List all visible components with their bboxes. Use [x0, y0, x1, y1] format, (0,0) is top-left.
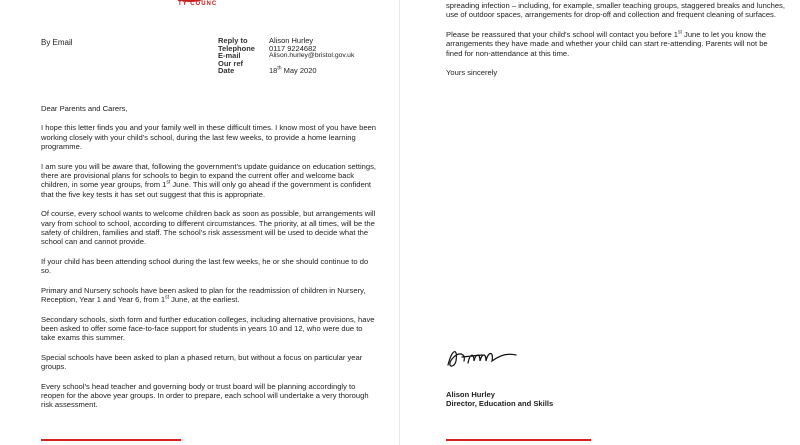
ref-value: 0117 9224682 [269, 43, 317, 53]
ref-label: Telephone [218, 43, 255, 53]
paragraph: Primary and Nursery schools have been asked to plan for the readmission of children in Nursery, Reception, Year 1 and Year 6, from 1st June, at the earliest. [41, 285, 366, 305]
reference-block [218, 37, 354, 75]
ref-row-date [218, 67, 354, 75]
ref-label: Our ref [218, 58, 244, 68]
ref-label: E-mail [218, 51, 241, 61]
logo-text: TY COUNC [178, 1, 218, 7]
signer-name: Alison Hurley [446, 390, 495, 399]
letter-body [41, 104, 377, 420]
footer-accent-line [446, 439, 591, 441]
ref-value-date: 18th May 2020 [269, 65, 317, 76]
ref-label: Date [218, 66, 235, 76]
signer-block [446, 390, 553, 409]
paragraph: I hope this letter finds you and your family well in these difficult times. I know most of you have been working closely with your child’s school, during the last few weeks, to provide a home learning programme. [41, 123, 376, 152]
paragraph: I am sure you will be aware that, following the government’s update guidance on education settings, there are provisional plans for schools to begin to expand the current offer and welcome back children, in some year groups, from 1st June. This will only go ahead if the government is confident that the five key tests it has set out suggest that this is appropriate. [41, 161, 377, 199]
paragraph: Secondary schools, sixth form and further education colleges, including alternative provisions, have been asked to offer some face-to-face support for students in years 10 and 12, who were due to take exams this summer. [41, 314, 375, 343]
paragraph: Every school’s head teacher and governing body or trust board will be planning accordingly to reopen for the above year groups. In order to prepare, each school will undertake a very thorough risk assessment. [41, 381, 369, 410]
delivery-method: By Email [41, 38, 73, 47]
closing: Yours sincerely [446, 68, 498, 78]
paragraph: Special schools have been asked to plan a phased return, but without a focus on particular year groups. [41, 352, 363, 372]
signer-title: Director, Education and Skills [446, 399, 554, 409]
ref-label: Reply to [218, 36, 248, 45]
salutation: Dear Parents and Carers, [41, 104, 128, 113]
letter-body-continued [446, 1, 786, 87]
letter-page-right [400, 0, 800, 445]
paragraph: Of course, every school wants to welcome children back as soon as possible, but arrangements will vary from school to school, according to different circumstances. The priority, at all times, will be the safety of children, families and staff. The school’s risk assessment will be used to decide what the school can and cannot provide. [41, 209, 376, 247]
paragraph: spreading infection – including, for example, smaller teaching groups, staggered breaks and lunches, use of outdoor spaces, arrangements for drop-off and collection and frequent cleaning of surfaces. [446, 1, 785, 20]
ref-value: Alison Hurley [269, 36, 314, 45]
footer-accent-line [41, 439, 181, 441]
signature-image [442, 343, 522, 373]
paragraph: Please be reassured that your child’s school will contact you before 1st June to let you know the arrangements they have made and whether your child can start re-attending. Parents will not be fined for non-attendance at this time. [446, 29, 768, 58]
paragraph: If your child has been attending school during the last few weeks, he or she should continue to do so. [41, 256, 369, 276]
ref-value: Alison.hurley@bristol.gov.uk [269, 52, 355, 60]
